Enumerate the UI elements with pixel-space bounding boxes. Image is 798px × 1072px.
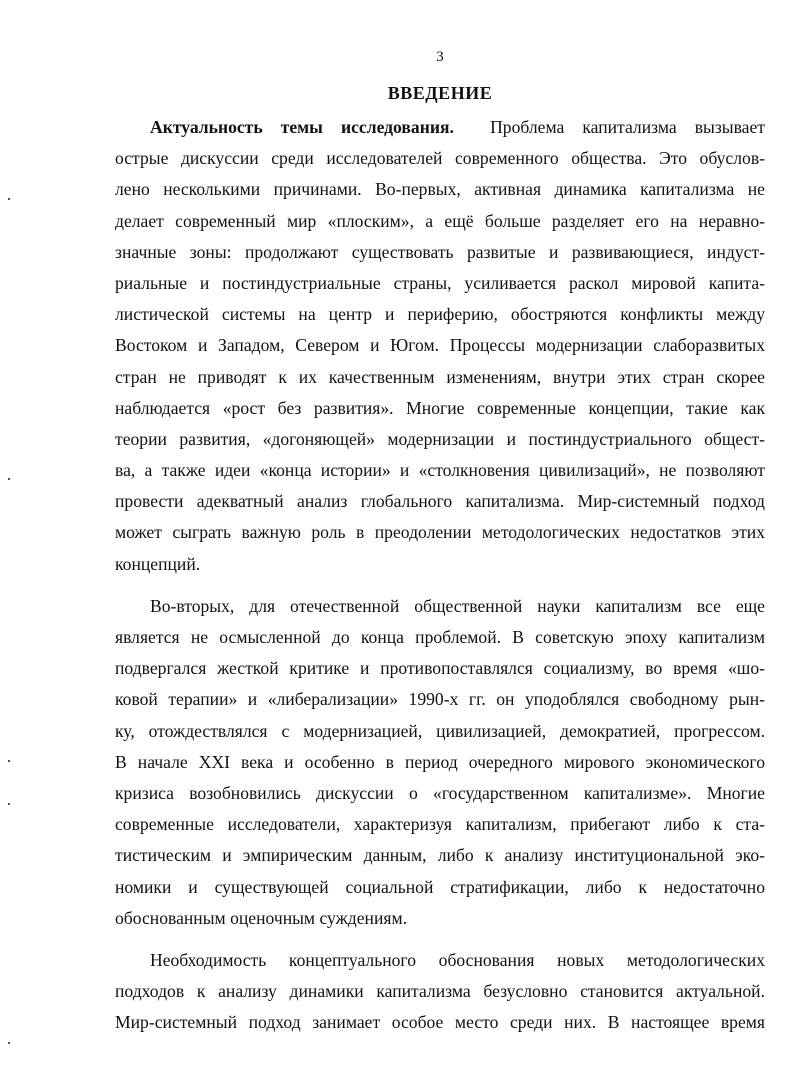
document-page (115, 0, 765, 1072)
text-line: подвергался жесткой критике и противопоставлялся социализму, во время «шо- (115, 658, 765, 679)
text-line: обоснованным оценочным суждениям. (115, 907, 407, 928)
text-line: может сыграть важную роль в преодолении методологических недостатков этих (115, 522, 765, 543)
text-line: стран не приводят к их качественным изменениям, внутри этих стран скорее (115, 366, 765, 387)
text-line: Востоком и Западом, Севером и Югом. Процессы модернизации слаборазвитых (115, 335, 765, 356)
text-line: является не осмысленной до конца проблемой. В советскую эпоху капитализм (115, 627, 765, 647)
text-line: Мир-системный подход занимает особое место среди них. В настоящее время (115, 1012, 765, 1033)
section-heading: ВВЕДЕНИЕ (387, 83, 493, 103)
text-line: острые дискуссии среди исследователей современного общества. Это обуслов- (115, 148, 765, 169)
text-line: подходов к анализу динамики капитализма безусловно становится актуальной. (115, 981, 765, 1002)
paragraph-lead: Актуальность темы исследования. (150, 117, 454, 137)
text-line: номики и существующей социальной стратификации, либо к недостаточно (115, 876, 765, 897)
text-line: В начале XXI века и особенно в период очередного мирового экономического (115, 751, 765, 772)
text-line: риальные и постиндустриальные страны, усиливается раскол мировой капита- (115, 272, 765, 293)
text-line: Актуальность темы исследования. Проблема капитализма вызывает (150, 117, 765, 137)
page-number: 3 (436, 49, 444, 65)
text-line: лено несколькими причинами. Во-первых, активная динамика капитализма не (115, 179, 765, 200)
text-line: кризиса возобновились дискуссии о «государственном капитализме». Многие (115, 782, 765, 803)
scan-mark (8, 1042, 10, 1044)
text-line: концепций. (115, 553, 201, 574)
body-text (115, 112, 765, 1038)
text-line: делает современный мир «плоским», а ещё больше разделяет его на неравно- (115, 210, 765, 231)
text-line: листической системы на центр и периферию, обостряются конфликты между (115, 304, 765, 325)
scan-mark (8, 803, 10, 805)
scan-mark (8, 760, 10, 762)
text-line: Необходимость концептуального обоснования новых методологических (150, 949, 765, 970)
text-line: тистическим и эмпирическим данным, либо к анализу институциональной эко- (115, 845, 765, 866)
scan-mark (8, 478, 10, 480)
text-line: наблюдается «рост без развития». Многие современные концепции, такие как (115, 397, 765, 418)
text-line: ва, а также идеи «конца истории» и «столкновения цивилизаций», не позволяют (115, 460, 765, 481)
text-line: теории развития, «догоняющей» модернизации и постиндустриального общест- (115, 428, 765, 449)
text-line: современные исследователи, характеризуя капитализм, прибегают либо к ста- (115, 814, 765, 835)
scan-mark (8, 198, 10, 200)
text-line: ку, отождествлялся с модернизацией, цивилизацией, демократией, прогрессом. (115, 720, 765, 741)
text-line: провести адекватный анализ глобального капитализма. Мир-системный подход (115, 491, 765, 512)
text-line: ковой терапии» и «либерализации» 1990-х гг. он уподоблялся свободному рын- (115, 689, 765, 710)
text-line: Во-вторых, для отечественной общественной науки капитализм все еще (150, 595, 765, 616)
text-line: значные зоны: продолжают существовать развитые и развивающиеся, индуст- (115, 241, 765, 262)
